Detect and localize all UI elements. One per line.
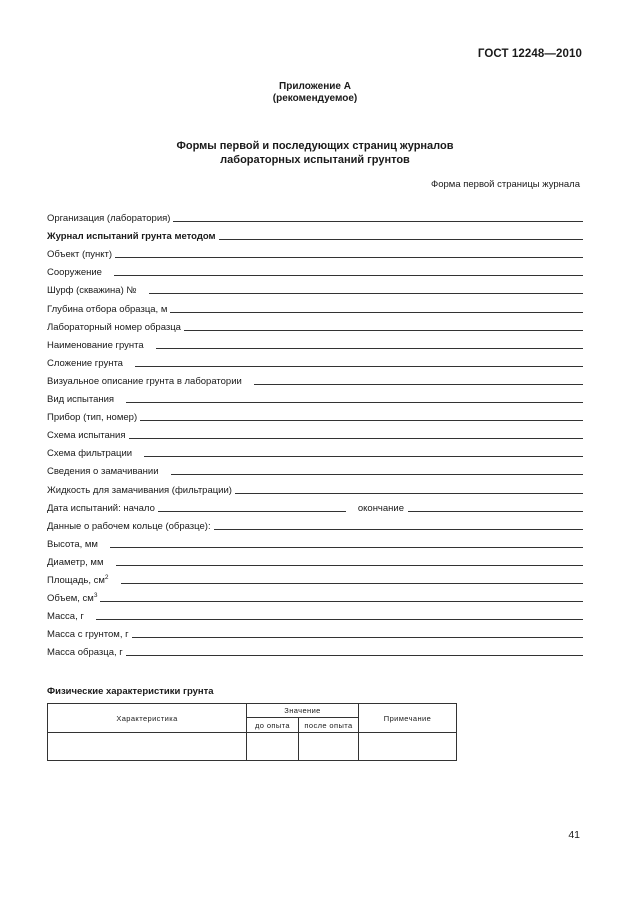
fill-line[interactable]: [116, 564, 584, 566]
fill-line[interactable]: [219, 238, 583, 240]
annex-title: Приложение А: [279, 81, 351, 92]
table-row: [48, 733, 457, 761]
field-area: [47, 568, 583, 586]
fill-line[interactable]: [126, 401, 583, 403]
field-device: [47, 405, 583, 423]
field-label: Визуальное описание грунта в лаборатории: [47, 375, 242, 387]
field-test-dates: [47, 496, 583, 514]
field-soil-composition: [47, 351, 583, 369]
field-label: Данные о рабочем кольце (образце):: [47, 520, 211, 532]
field-lab-number: [47, 315, 583, 333]
fill-line-start[interactable]: [158, 510, 346, 512]
field-label: Масса образца, г: [47, 647, 123, 659]
field-sample-mass: [47, 640, 583, 658]
table-title: Физические характеристики грунта: [47, 686, 214, 697]
fill-line[interactable]: [156, 347, 583, 349]
header-after-test: после опыта: [299, 718, 359, 733]
field-organization: [47, 206, 583, 224]
fill-line[interactable]: [235, 492, 583, 494]
fill-line[interactable]: [110, 546, 583, 548]
field-test-method: [47, 224, 583, 242]
fill-line[interactable]: [170, 311, 583, 313]
field-label: Объект (пункт): [47, 249, 113, 261]
header-characteristic: Характеристика: [48, 704, 247, 733]
fill-line[interactable]: [126, 654, 583, 656]
field-label: Схема испытания: [47, 430, 126, 442]
field-label: Журнал испытаний грунта методом: [47, 231, 216, 243]
field-ring-data: [47, 514, 583, 532]
field-label: Организация (лаборатория): [47, 213, 171, 225]
field-label: Глубина отбора образца, м: [47, 303, 168, 315]
standard-number: ГОСТ 12248—2010: [477, 48, 582, 60]
field-pit-number: [47, 278, 583, 296]
field-label: Схема фильтрации: [47, 448, 133, 460]
table-cell[interactable]: [247, 733, 299, 761]
field-volume: [47, 586, 583, 604]
field-label: Сооружение: [47, 267, 102, 279]
field-label: Жидкость для замачивания (фильтрации): [47, 484, 232, 496]
section-title-line1: Формы первой и последующих страниц журналов: [176, 140, 454, 152]
table-cell[interactable]: [48, 733, 247, 761]
fill-line[interactable]: [115, 256, 583, 258]
field-label: Наименование грунта: [47, 339, 144, 351]
field-label: Сведения о замачивании: [47, 466, 159, 478]
field-label: Лабораторный номер образца: [47, 321, 181, 333]
field-label: Вид испытания: [47, 394, 115, 406]
physical-properties-table: [47, 703, 457, 761]
field-mass-with-soil: [47, 622, 583, 640]
field-object: [47, 242, 583, 260]
fill-line[interactable]: [96, 618, 583, 620]
fill-line[interactable]: [140, 419, 583, 421]
fill-line[interactable]: [173, 220, 583, 222]
fill-line[interactable]: [214, 528, 583, 530]
field-structure: [47, 260, 583, 278]
header-note: Примечание: [359, 704, 457, 733]
field-label: Масса с грунтом, г: [47, 629, 129, 641]
header-value: Значение: [247, 704, 359, 718]
field-mass: [47, 604, 583, 622]
field-sample-depth: [47, 296, 583, 314]
field-label: Масса, г: [47, 611, 84, 623]
section-title-line2: лабораторных испытаний грунтов: [220, 154, 410, 166]
fill-line[interactable]: [135, 365, 583, 367]
journal-form-fields: [47, 206, 583, 658]
page-number: 41: [568, 829, 580, 841]
fill-line[interactable]: [254, 383, 583, 385]
field-label: Площадь, $см^2$: [47, 573, 109, 586]
fill-line[interactable]: [184, 329, 583, 331]
field-visual-description: [47, 369, 583, 387]
fill-line[interactable]: [114, 274, 583, 276]
field-test-scheme: [47, 423, 583, 441]
fill-line[interactable]: [129, 437, 584, 439]
field-label: Диаметр, мм: [47, 556, 104, 568]
table-cell[interactable]: [359, 733, 457, 761]
field-height: [47, 532, 583, 550]
field-label: Сложение грунта: [47, 357, 123, 369]
field-label: Шурф (скважина) №: [47, 285, 137, 297]
fill-line[interactable]: [171, 473, 583, 475]
field-filtration-scheme: [47, 441, 583, 459]
fill-line[interactable]: [144, 455, 583, 457]
field-soil-name: [47, 333, 583, 351]
fill-line[interactable]: [121, 582, 583, 584]
fill-line[interactable]: [149, 292, 583, 294]
field-diameter: [47, 550, 583, 568]
field-test-type: [47, 387, 583, 405]
field-soaking-liquid: [47, 477, 583, 495]
fill-line[interactable]: [132, 636, 583, 638]
annex-status: (рекомендуемое): [272, 93, 358, 104]
field-label: Объем, $см^3$: [47, 592, 98, 605]
fill-line[interactable]: [100, 600, 583, 602]
form-name: Форма первой страницы журнала: [431, 179, 580, 190]
field-label-end: окончание: [357, 502, 405, 514]
table-cell[interactable]: [299, 733, 359, 761]
field-soaking-info: [47, 459, 583, 477]
field-label: Прибор (тип, номер): [47, 412, 138, 424]
field-label: Дата испытаний: начало: [47, 502, 155, 514]
header-before-test: до опыта: [247, 718, 299, 733]
fill-line-end[interactable]: [408, 510, 583, 512]
field-label: Высота, мм: [47, 538, 98, 550]
